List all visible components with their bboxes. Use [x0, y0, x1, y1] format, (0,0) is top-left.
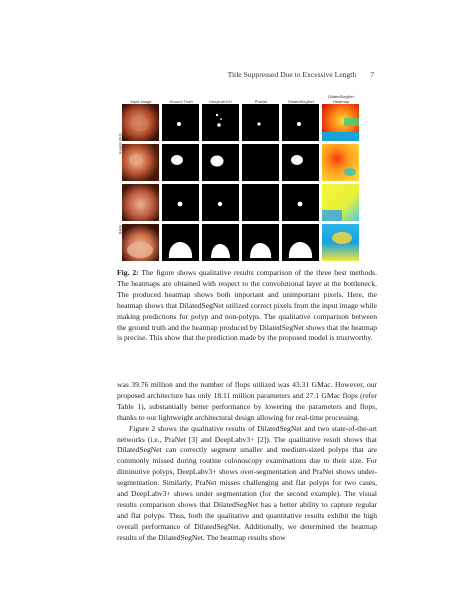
deeplabv3-mask: [202, 184, 239, 221]
page-number: 7: [370, 70, 374, 79]
col-head-ground-truth: Ground Truth: [169, 98, 193, 104]
heatmap-image: [322, 144, 359, 181]
running-title: Title Suppressed Due to Excessive Length: [227, 70, 357, 79]
ground-truth-mask: [162, 104, 199, 141]
ground-truth-mask: [162, 224, 199, 261]
figure-caption-text: The figure shows qualitative results comparison of the three best methods. The heatmaps are obtained with respect to the convolutional layer at the bottleneck. The produced heatmap shows both important and unimportant pixels. Here, the heatmap shows that DilatedSegNet utilized correct pixels from the input image while making predictions for polyp and non-polyps. The qualitative comparison between the ground truth and the heatmap produced by DilatedSegNet shows that the heatmap is precise. This show that the prediction made by the proposed model is trustworthy.: [117, 268, 378, 343]
col-head-input-image: Input Image: [130, 98, 152, 104]
row-label-bkai: BKAI: [117, 224, 123, 235]
input-image: [122, 104, 159, 141]
ground-truth-mask: [162, 144, 199, 181]
heatmap-image: [322, 184, 359, 221]
pranet-mask: [242, 224, 279, 261]
row-label-kvasir: Kvasir-SEG: [117, 133, 123, 154]
col-head-deeplabv3: DeepLabV3+: [209, 98, 233, 104]
dilatedsegnet-mask: [282, 144, 319, 181]
paragraph: was 39.76 million and the number of flops utilized was 43.31 GMac. However, our proposed architecture has only 18.11 million parameters and 27.1 GMac flops (refer Table 1), substantially better performance by lowering the parameters and flops, thanks to our lightweight architectural design allowing for real-time processing.: [117, 380, 377, 422]
deeplabv3-mask: [202, 104, 239, 141]
heatmap-image: [322, 224, 359, 261]
figure-2: [116, 92, 366, 235]
figure-caption: [117, 268, 377, 344]
col-head-pranet: PraNet: [254, 98, 268, 104]
body-text: [117, 380, 377, 544]
col-head-heatmap: DilatedSegNet Heatmap: [328, 94, 354, 104]
deeplabv3-mask: [202, 224, 239, 261]
figure-column-headers: [116, 92, 366, 104]
pranet-mask: [242, 144, 279, 181]
col-head-dilatedsegnet: DilatedSegNet: [288, 98, 314, 104]
input-image: [122, 184, 159, 221]
dilatedsegnet-mask: [282, 224, 319, 261]
pranet-mask: [242, 184, 279, 221]
ground-truth-mask: [162, 184, 199, 221]
pranet-mask: [242, 104, 279, 141]
dilatedsegnet-mask: [282, 184, 319, 221]
input-image: [122, 144, 159, 181]
deeplabv3-mask: [202, 144, 239, 181]
figure-label: Fig. 2:: [117, 268, 139, 277]
paragraph: Figure 2 shows the qualitative results of DilatedSegNet and two state-of-the-art networks (i.e., PraNet [3] and DeepLabv3+ [2]). The qualitative result shows that DilatedSegNet can correctly segment smaller and medium-sized polyps that are commonly missed during routine colonoscopy examinations due to their size. For diminutive polyps, DeepLabv3+ shows over-segmentation and PraNet shows under-segmentation. Similarly, PraNet misses challenging and flat polyps for two cases, and DeepLabv3+ shows under segmentation (for the second example). The visual results comparison shows that DilatedSegNet has a better ability to capture regular and flat polyps. Thus, both the qualitative and quantitative results exhibit the high overall performance of DilatedSegNet. Additionally, we determined the heatmap results of the DilatedSegNet. The heatmap results show: [117, 423, 377, 542]
running-header: [118, 70, 374, 79]
dilatedsegnet-mask: [282, 104, 319, 141]
heatmap-image: [322, 104, 359, 141]
input-image: [122, 224, 159, 261]
